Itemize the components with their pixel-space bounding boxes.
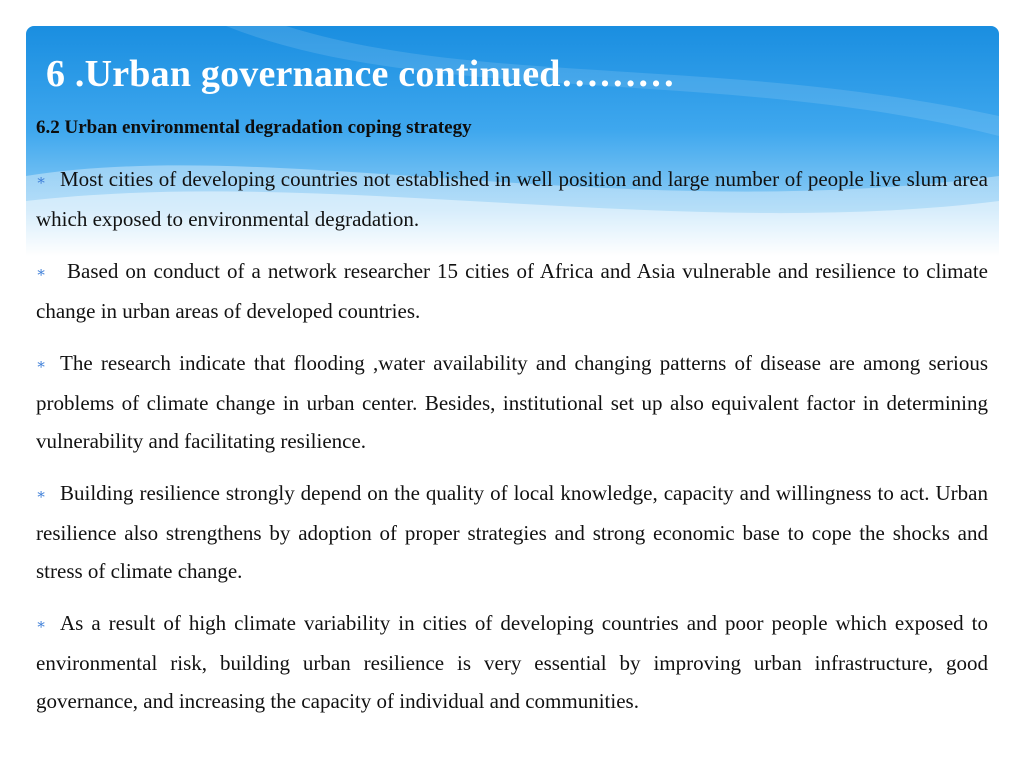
bullet-item — [36, 344, 988, 460]
bullet-text: The research indicate that flooding ,water availability and changing patterns of disease are among serious problems of climate change in urban center. Besides, institutional set up also equivalent factor in determining vulnerability and facilitating resilience. — [36, 351, 988, 453]
bullet-item — [36, 474, 988, 590]
bullet-icon: ∗ — [36, 265, 47, 281]
section-subtitle: 6.2 Urban environmental degradation coping strategy — [36, 117, 472, 138]
bullet-text: Based on conduct of a network researcher 15 cities of Africa and Asia vulnerable and resilience to climate change in urban areas of developed countries. — [36, 259, 988, 323]
bullet-text: Most cities of developing countries not established in well position and large number of people live slum area which exposed to environmental degradation. — [36, 167, 988, 231]
bullet-list — [36, 160, 988, 734]
bullet-icon: ∗ — [36, 357, 47, 373]
bullet-icon: ∗ — [36, 487, 47, 503]
bullet-icon: ∗ — [36, 173, 47, 189]
bullet-icon: ∗ — [36, 617, 47, 633]
bullet-item — [36, 604, 988, 720]
bullet-text: Building resilience strongly depend on the quality of local knowledge, capacity and willingness to act. Urban resilience also strengthens by adoption of proper strategies and strong economic base to cope the shocks and stress of climate change. — [36, 481, 988, 583]
slide-title: 6 .Urban governance continued……… — [46, 53, 676, 95]
bullet-item — [36, 252, 988, 330]
bullet-item — [36, 160, 988, 238]
bullet-text: As a result of high climate variability in cities of developing countries and poor people which exposed to environmental risk, building urban resilience is very essential by improving urban infrastructure, good governance, and increasing the capacity of individual and communities. — [36, 611, 988, 713]
